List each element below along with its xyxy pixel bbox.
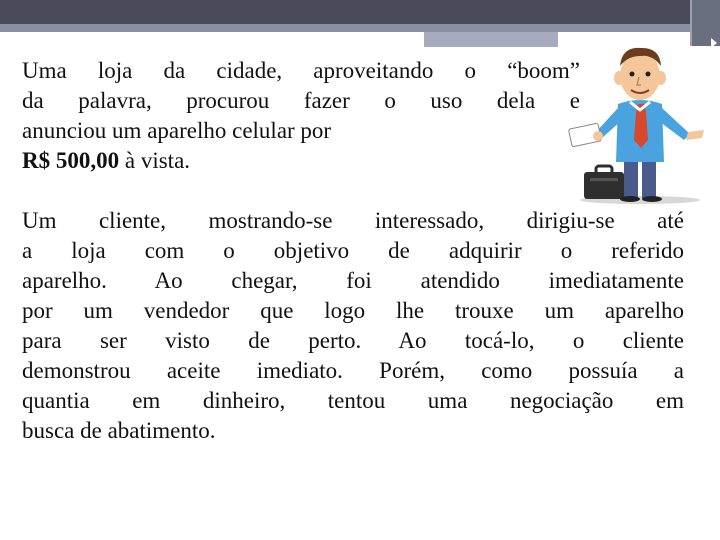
story-line: para ser visto de perto. Ao tocá-lo, o cliente	[22, 328, 684, 353]
slide-header-bar	[0, 0, 720, 24]
slide-header-tab	[424, 32, 558, 47]
intro-line-1: Uma loja da cidade, aproveitando o “boom”	[22, 58, 580, 83]
story-line: Um cliente, mostrando-se interessado, dirigiu-se até	[22, 208, 684, 233]
intro-line-3: anunciou um aparelho celular por	[22, 118, 332, 143]
intro-line-4-rest: à vista.	[119, 148, 191, 173]
salesman-clipart-icon	[560, 40, 710, 205]
slide-header-stripe	[0, 24, 720, 32]
corner-arrow-icon	[711, 38, 717, 48]
story-line: a loja com o objetivo de adquirir o referido	[22, 238, 684, 263]
story-line: aparelho. Ao chegar, foi atendido imediatamente	[22, 268, 684, 293]
intro-line-2: da palavra, procurou fazer o uso dela e	[22, 88, 580, 113]
story-line: busca de abatimento.	[22, 418, 216, 443]
story-line: demonstrou aceite imediato. Porém, como possuía a	[22, 358, 684, 383]
story-paragraph	[22, 206, 684, 446]
story-line: quantia em dinheiro, tentou uma negociação em	[22, 388, 684, 413]
price-text: R$ 500,00	[22, 148, 120, 173]
story-line: por um vendedor que logo lhe trouxe um aparelho	[22, 298, 684, 323]
